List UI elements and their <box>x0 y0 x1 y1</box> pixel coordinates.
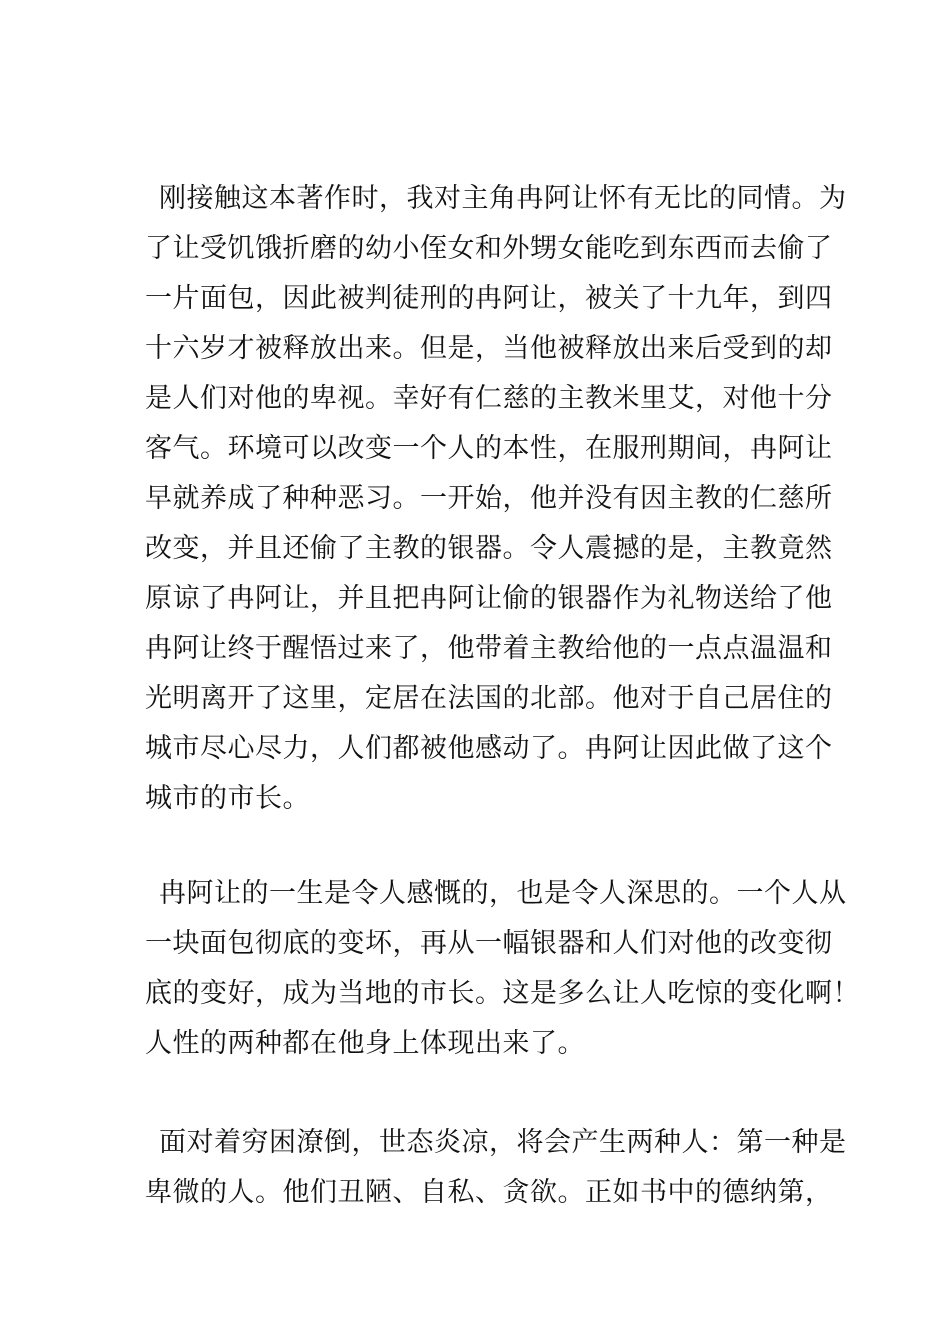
paragraph-line: 城市尽心尽力，人们都被他感动了。冉阿让因此做了这个 <box>145 733 833 764</box>
paragraph-line: 面对着穷困潦倒，世态炎凉，将会产生两种人：第一种是 <box>159 1127 847 1158</box>
paragraph-line: 是人们对他的卑视。幸好有仁慈的主教米里艾，对他十分 <box>145 383 833 414</box>
paragraph-line: 刚接触这本著作时，我对主角冉阿让怀有无比的同情。为 <box>159 183 847 214</box>
paragraph-3 <box>145 1118 847 1218</box>
paragraph-line: 卑微的人。他们丑陋、自私、贪欲。正如书中的德纳第， <box>145 1177 833 1208</box>
paragraph-line: 了让受饥饿折磨的幼小侄女和外甥女能吃到东西而去偷了 <box>145 233 833 264</box>
paragraph-line: 一块面包彻底的变坏，再从一幅银器和人们对他的改变彻 <box>145 928 833 959</box>
paragraph-line: 早就养成了种种恶习。一开始，他并没有因主教的仁慈所 <box>145 483 833 514</box>
paragraph-line: 十六岁才被释放出来。但是，当他被释放出来后受到的却 <box>145 333 833 364</box>
paragraph-line: 一片面包，因此被判徒刑的冉阿让，被关了十九年，到四 <box>145 283 833 314</box>
paragraph-line: 改变，并且还偷了主教的银器。令人震撼的是，主教竟然 <box>145 533 833 564</box>
paragraph-line: 光明离开了这里，定居在法国的北部。他对于自己居住的 <box>145 683 833 714</box>
paragraph-1 <box>145 174 847 824</box>
paragraph-line: 冉阿让的一生是令人感慨的，也是令人深思的。一个人从 <box>159 878 847 909</box>
paragraph-line: 客气。环境可以改变一个人的本性，在服刑期间，冉阿让 <box>145 433 833 464</box>
paragraph-line: 底的变好，成为当地的市长。这是多么让人吃惊的变化啊！ <box>145 978 860 1009</box>
paragraph-line: 城市的市长。 <box>145 783 310 814</box>
paragraph-line: 人性的两种都在他身上体现出来了。 <box>145 1028 585 1059</box>
paragraph-line: 冉阿让终于醒悟过来了，他带着主教给他的一点点温温和 <box>145 633 833 664</box>
paragraph-line: 原谅了冉阿让，并且把冉阿让偷的银器作为礼物送给了他 <box>145 583 833 614</box>
paragraph-2 <box>145 869 860 1069</box>
